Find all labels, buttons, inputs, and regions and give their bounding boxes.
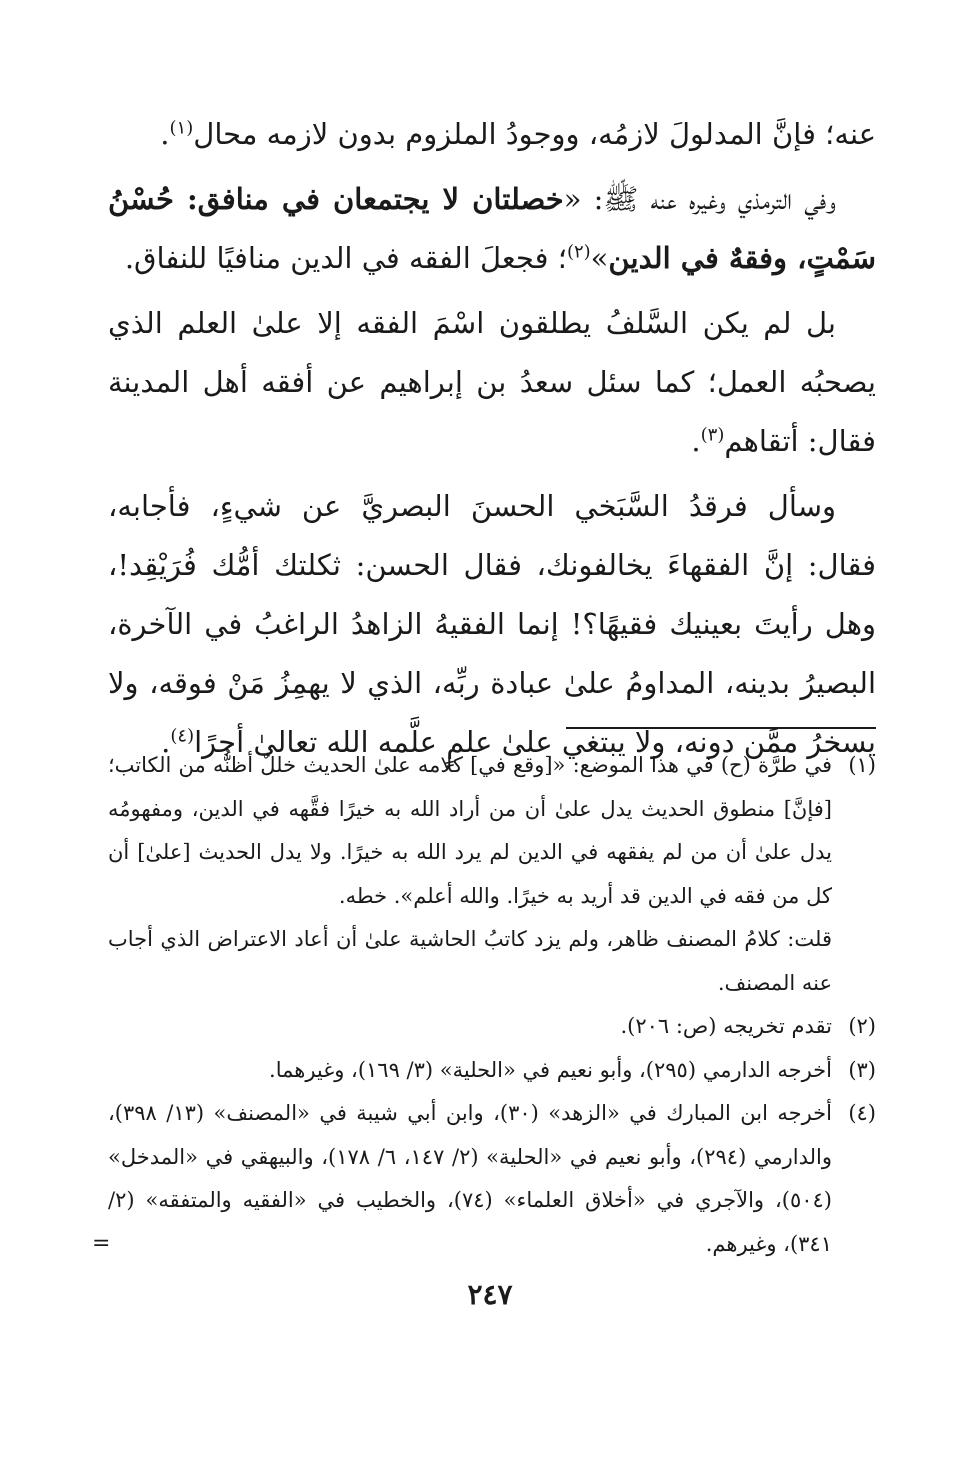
paragraph-end: ؛ فجعلَ الفقه في الدين منافيًا للنفاق. [124, 241, 567, 275]
continuation-mark: = [92, 1231, 111, 1256]
footnote-ref-3: (٣) [700, 424, 725, 446]
footnote-number: (١) [848, 753, 876, 777]
footnote-body [108, 1092, 832, 1266]
hadith-quote: خصلتان لا يجتمعان في منافق: حُسْنُ سَمْتٍ، وفقهٌ في الدين [108, 182, 876, 275]
footnote-ref-1: (١) [169, 117, 194, 139]
footnote-number: (٢) [848, 1014, 876, 1038]
footnote-text: في طرَّة (ح) في هذا الموضع: «[وقع في] كلامه علىٰ الحديث خللٌ أظنُّه من الكاتب؛ [فإنَّ] منطوق الحديث يدل علىٰ أن من أراد الله به خيرًا فقَّهه في الدين، ومفهومُه يدل علىٰ أن من لم يفقهه في الدين لم يرد الله به خيرًا. ولا يدل الحديث [علىٰ] أن كل من فقه في الدين قد أريد به خيرًا. والله أعلم». خطه. [108, 753, 832, 908]
footnote-text: أخرجه ابن المبارك في «الزهد» (٣٠)، وابن أبي شيبة في «المصنف» (١٣/ ٣٩٨)، والدارمي (٢٩٤)، وأبو نعيم في «الحلية» (٢/ ١٤٧، ٦/ ١٧٨)، والبيهقي في «المدخل» (٥٠٤)، والآجري في «أخلاق العلماء» (٧٤)، والخطيب في «الفقيه والمتفقه» (٢/ ٣٤١)، وغيرهم. [108, 1101, 833, 1256]
footnote-2 [108, 1005, 876, 1049]
paragraph-text: وفي الترمذي وغيره عنه ﷺ: « [563, 182, 837, 216]
footnote-body [108, 1005, 832, 1049]
footnotes [108, 744, 876, 1266]
quote-close: » [590, 241, 609, 275]
footnote-text: أخرجه الدارمي (٢٩٥)، وأبو نعيم في «الحلية» (٣/ ١٦٩)، وغيرهما. [269, 1057, 832, 1082]
page-number: ٢٤٧ [467, 1278, 513, 1311]
main-text [108, 105, 876, 778]
footnote-number: (٤) [848, 1101, 876, 1125]
footnote-body [108, 744, 832, 1005]
paragraph-text: عنه؛ فإنَّ المدلولَ لازمُه، ووجودُ الملزوم بدون لازمه محال [193, 117, 876, 151]
footnote-body [108, 1049, 832, 1093]
paragraph-end: . [691, 424, 701, 458]
footnote-1 [108, 744, 876, 1005]
footnote-4 [108, 1092, 876, 1266]
footnote-ref-2: (٢) [566, 241, 591, 263]
footnote-ref-4: (٤) [170, 725, 195, 747]
footnote-text: تقدم تخريجه (ص: ٢٠٦). [620, 1014, 832, 1038]
paragraph-text: بل لم يكن السَّلفُ يطلقون اسْمَ الفقه إلا علىٰ العلم الذي يصحبُه العمل؛ كما سئل سعدُ بن إبراهيم عن أفقه أهل المدينة فقال: أتقاهم [108, 306, 876, 458]
paragraph-3 [108, 294, 876, 471]
footnote-3 [108, 1049, 876, 1093]
footnote-text: قلت: كلامُ المصنف ظاهر، ولم يزد كاتبُ الحاشية علىٰ أن أعاد الاعتراض الذي أجاب عنه المصنف. [108, 927, 832, 995]
paragraph-1 [108, 105, 876, 164]
paragraph-text: وسأل فرقدُ السَّبَخي الحسنَ البصريَّ عن شيءٍ، فأجابه، فقال: إنَّ الفقهاءَ يخالفونك، فقال الحسن: ثكلتك أمُّك فُرَيْقِد!، وهل رأيتَ بعينيك فقيهًا؟! إنما الفقيهُ الزاهدُ الراغبُ في الآخرة، البصيرُ بدينه، المداومُ علىٰ عبادة ربِّه، الذي لا يهمِزُ مَنْ فوقه، ولا يسخرُ ممَّن دونه، ولا يبتغي علىٰ علمٍ علَّمه الله تعالىٰ أجرًا [108, 489, 876, 759]
paragraph-2 [108, 170, 876, 288]
paragraph-end: . [161, 725, 171, 759]
footnote-separator [566, 727, 876, 729]
paragraph-end: . [160, 117, 170, 151]
footnote-number: (٣) [848, 1057, 876, 1082]
